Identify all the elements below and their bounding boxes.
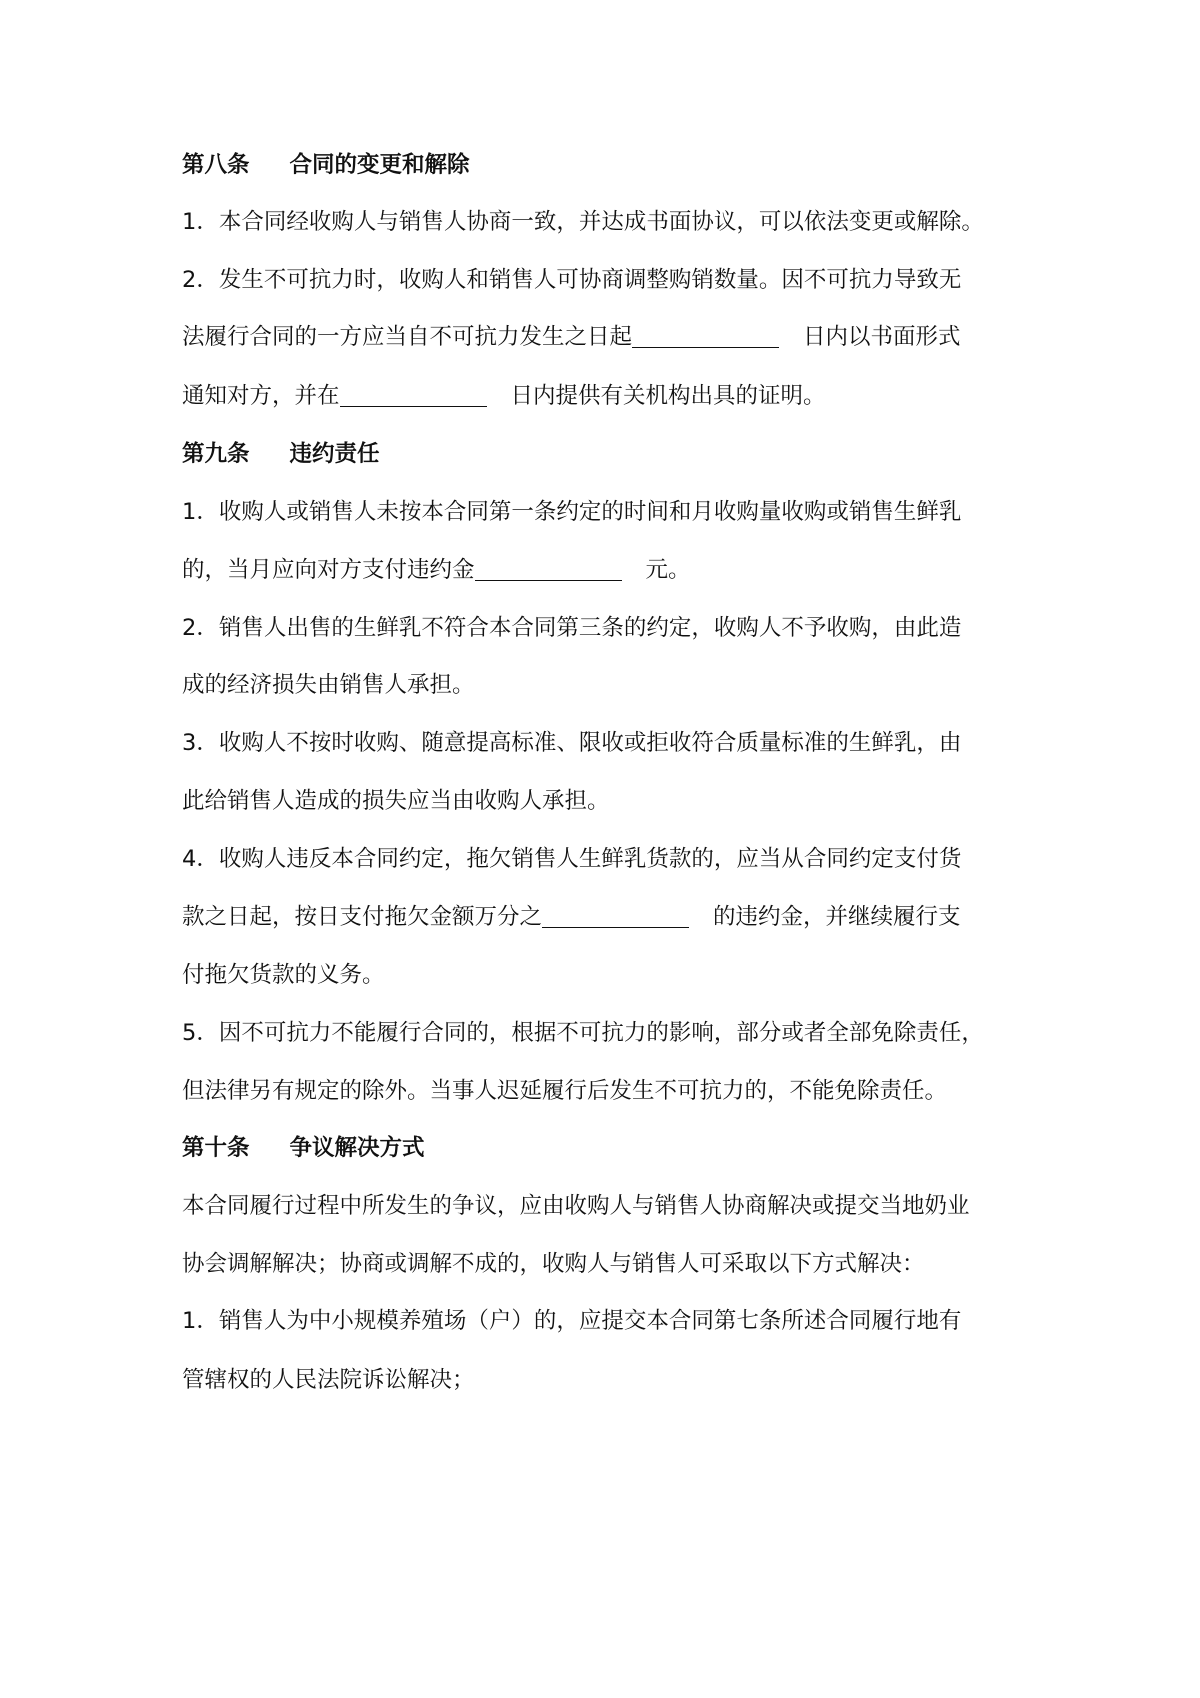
clause-text: 元。 — [645, 557, 691, 583]
clause-text: 的违约金，并继续履行支 — [713, 904, 961, 930]
article-9-clause-1-line-2 — [182, 555, 691, 585]
fill-in-blank-days-notify[interactable] — [632, 323, 779, 348]
article-9-clause-4-line-3: 付拖欠货款的义务。 — [182, 962, 385, 988]
article-9-clause-2-line-2: 成的经济损失由销售人承担。 — [182, 672, 475, 698]
fill-in-blank-daily-rate[interactable] — [542, 903, 689, 928]
clause-text: 法履行合同的一方应当自不可抗力发生之日起 — [182, 324, 633, 350]
article-9-number: 第九条 — [182, 441, 250, 467]
article-9-clause-4-line-2 — [182, 902, 961, 932]
article-10-clause-1-line-1: 1．销售人为中小规模养殖场（户）的，应提交本合同第七条所述合同履行地有 — [182, 1308, 962, 1334]
article-10-intro-line-2: 协会调解解决；协商或调解不成的，收购人与销售人可采取以下方式解决： — [182, 1251, 925, 1277]
article-9-clause-1-line-1: 1．收购人或销售人未按本合同第一条约定的时间和月收购量收购或销售生鲜乳 — [182, 499, 962, 525]
article-8-number: 第八条 — [182, 152, 250, 178]
article-8-clause-1: 1．本合同经收购人与销售人协商一致，并达成书面协议，可以依法变更或解除。 — [182, 209, 984, 235]
clause-text: 款之日起，按日支付拖欠金额万分之 — [182, 904, 543, 930]
clause-text: 日内提供有关机构出具的证明。 — [510, 383, 826, 409]
article-8-clause-2-line-3 — [182, 381, 826, 411]
fill-in-blank-penalty-amount[interactable] — [475, 556, 622, 581]
article-9-clause-4-line-1: 4．收购人违反本合同约定，拖欠销售人生鲜乳货款的，应当从合同约定支付货 — [182, 846, 962, 872]
article-9-clause-5-line-1: 5．因不可抗力不能履行合同的，根据不可抗力的影响，部分或者全部免除责任， — [182, 1020, 984, 1046]
clause-text: 日内以书面形式 — [803, 324, 961, 350]
document-page — [182, 0, 1032, 1698]
fill-in-blank-days-proof[interactable] — [340, 382, 487, 407]
article-9-clause-2-line-1: 2．销售人出售的生鲜乳不符合本合同第三条的约定，收购人不予收购，由此造 — [182, 615, 962, 641]
article-9-clause-3-line-1: 3．收购人不按时收购、随意提高标准、限收或拒收符合质量标准的生鲜乳，由 — [182, 730, 962, 756]
article-9-clause-5-line-2: 但法律另有规定的除外。当事人迟延履行后发生不可抗力的，不能免除责任。 — [182, 1078, 948, 1104]
clause-text: 的，当月应向对方支付违约金 — [182, 557, 475, 583]
article-8-clause-2-line-2 — [182, 322, 961, 352]
article-8-heading — [182, 150, 470, 180]
article-10-title: 争议解决方式 — [289, 1135, 425, 1161]
article-10-heading — [182, 1133, 425, 1163]
article-10-clause-1-line-2: 管辖权的人民法院诉讼解决； — [182, 1367, 475, 1393]
article-8-title: 合同的变更和解除 — [289, 152, 470, 178]
clause-text: 通知对方，并在 — [182, 383, 340, 409]
article-10-number: 第十条 — [182, 1135, 250, 1161]
article-9-clause-3-line-2: 此给销售人造成的损失应当由收购人承担。 — [182, 788, 610, 814]
article-10-intro-line-1: 本合同履行过程中所发生的争议，应由收购人与销售人协商解决或提交当地奶业 — [182, 1193, 970, 1219]
article-9-heading — [182, 439, 380, 469]
article-8-clause-2-line-1: 2．发生不可抗力时，收购人和销售人可协商调整购销数量。因不可抗力导致无 — [182, 267, 962, 293]
article-9-title: 违约责任 — [289, 441, 380, 467]
